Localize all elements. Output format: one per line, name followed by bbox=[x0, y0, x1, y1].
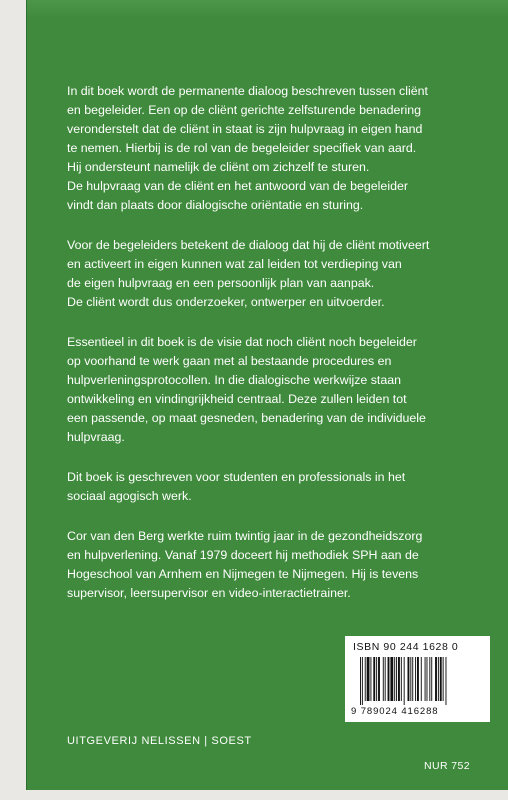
blurb-line: veronderstelt dat de cliënt in staat is zijn hulpvraag in eigen hand bbox=[67, 122, 423, 136]
blurb-line: sociaal agogisch werk. bbox=[67, 489, 192, 503]
barcode-bar bbox=[443, 657, 444, 701]
barcode-bar bbox=[446, 657, 447, 705]
barcode-bar bbox=[429, 657, 430, 701]
barcode-bar bbox=[378, 657, 380, 701]
barcode-bar bbox=[431, 657, 432, 701]
publisher-imprint: UITGEVERIJ NELISSEN | SOEST bbox=[67, 735, 252, 747]
blurb-paragraph-2 bbox=[67, 236, 467, 312]
blurb-paragraph-1 bbox=[67, 82, 467, 215]
blurb-line: hulpvraag. bbox=[67, 430, 125, 444]
blurb-line: Dit boek is geschreven voor studenten en professionals in het bbox=[67, 470, 406, 484]
back-cover bbox=[26, 0, 508, 790]
blurb-line: een passende, op maat gesneden, benadering van de individuele bbox=[67, 411, 426, 425]
blurb-line: De hulpvraag van de cliënt en het antwoord van de begeleider bbox=[67, 179, 408, 193]
barcode-bar bbox=[376, 657, 377, 701]
barcode-bar bbox=[396, 657, 397, 701]
blurb-line: hulpverleningsprotocollen. In die dialogische werkwijze staan bbox=[67, 373, 402, 387]
barcode-bar bbox=[385, 657, 386, 701]
blurb-line: en hulpverlening. Vanaf 1979 doceert hij methodiek SPH aan de bbox=[67, 548, 419, 562]
barcode-bar bbox=[427, 657, 428, 701]
barcode-bar bbox=[435, 657, 437, 701]
barcode-bar bbox=[360, 657, 361, 705]
blurb-line: Cor van den Berg werkte ruim twintig jaar in de gezondheidszorg bbox=[67, 529, 423, 543]
barcode-bar bbox=[388, 657, 390, 701]
barcode-bar bbox=[362, 657, 363, 705]
author-bio-paragraph bbox=[67, 527, 467, 603]
blurb-line: Voor de begeleiders betekent de dialoog dat hij de cliënt motiveert bbox=[67, 238, 430, 252]
blurb-line: De cliënt wordt dus onderzoeker, ontwerper en uitvoerder. bbox=[67, 295, 385, 309]
barcode-bar bbox=[415, 657, 416, 701]
barcode-icon bbox=[359, 657, 481, 705]
barcode-bar bbox=[398, 657, 400, 701]
barcode-bar bbox=[417, 657, 419, 701]
blurb-paragraph-3 bbox=[67, 333, 467, 447]
barcode-bar bbox=[373, 657, 375, 701]
blurb-line: op voorhand te werk gaan met al bestaande procedures en bbox=[67, 354, 392, 368]
ean-number: 9 789024 416288 bbox=[351, 706, 439, 717]
barcode-bar bbox=[410, 657, 411, 701]
blurb-line: Hogeschool van Arnhem en Nijmegen te Nijmegen. Hij is tevens bbox=[67, 567, 419, 581]
barcode-bar bbox=[412, 657, 413, 701]
blurb-line: de eigen hulpvraag en een persoonlijk plan van aanpak. bbox=[67, 276, 375, 290]
barcode-bar bbox=[367, 657, 370, 701]
blurb-paragraph-4 bbox=[67, 468, 467, 506]
barcode-bar bbox=[370, 657, 371, 701]
barcode-bar bbox=[404, 657, 405, 705]
blurb-line: Hij ondersteunt namelijk de cliënt om zichzelf te sturen. bbox=[67, 160, 370, 174]
barcode-bar bbox=[394, 657, 395, 701]
blurb-line: supervisor, leersupervisor en video-interactietrainer. bbox=[67, 586, 351, 600]
barcode-bar bbox=[408, 657, 410, 701]
nur-code: NUR 752 bbox=[424, 760, 470, 772]
blurb-line: Essentieel in dit boek is de visie dat noch cliënt noch begeleider bbox=[67, 335, 417, 349]
barcode-bar bbox=[365, 657, 366, 701]
blurb-line: en begeleider. Een op de cliënt gerichte zelfsturende benadering bbox=[67, 103, 422, 117]
blurb-line: vindt dan plaats door dialogische oriëntatie en sturing. bbox=[67, 198, 364, 212]
barcode-bar bbox=[440, 657, 442, 701]
barcode-bar bbox=[401, 657, 402, 701]
cover-blurb bbox=[67, 82, 467, 624]
barcode-bar bbox=[438, 657, 439, 701]
barcode-bar bbox=[383, 657, 384, 701]
barcode-bar bbox=[390, 657, 393, 701]
barcode-bar bbox=[425, 657, 426, 701]
blurb-line: ontwikkeling en vindingrijkheid centraal. Deze zullen leiden tot bbox=[67, 392, 407, 406]
isbn-barcode-label bbox=[345, 636, 490, 722]
blurb-line: en activeert in eigen kunnen wat zal leiden tot verdieping van bbox=[67, 257, 402, 271]
blurb-line: In dit boek wordt de permanente dialoog beschreven tussen cliënt bbox=[67, 84, 428, 98]
isbn-number: ISBN 90 244 1628 0 bbox=[353, 641, 459, 653]
blurb-line: te nemen. Hierbij is de rol van de begeleider specifiek van aard. bbox=[67, 141, 417, 155]
barcode-bar bbox=[421, 657, 422, 701]
